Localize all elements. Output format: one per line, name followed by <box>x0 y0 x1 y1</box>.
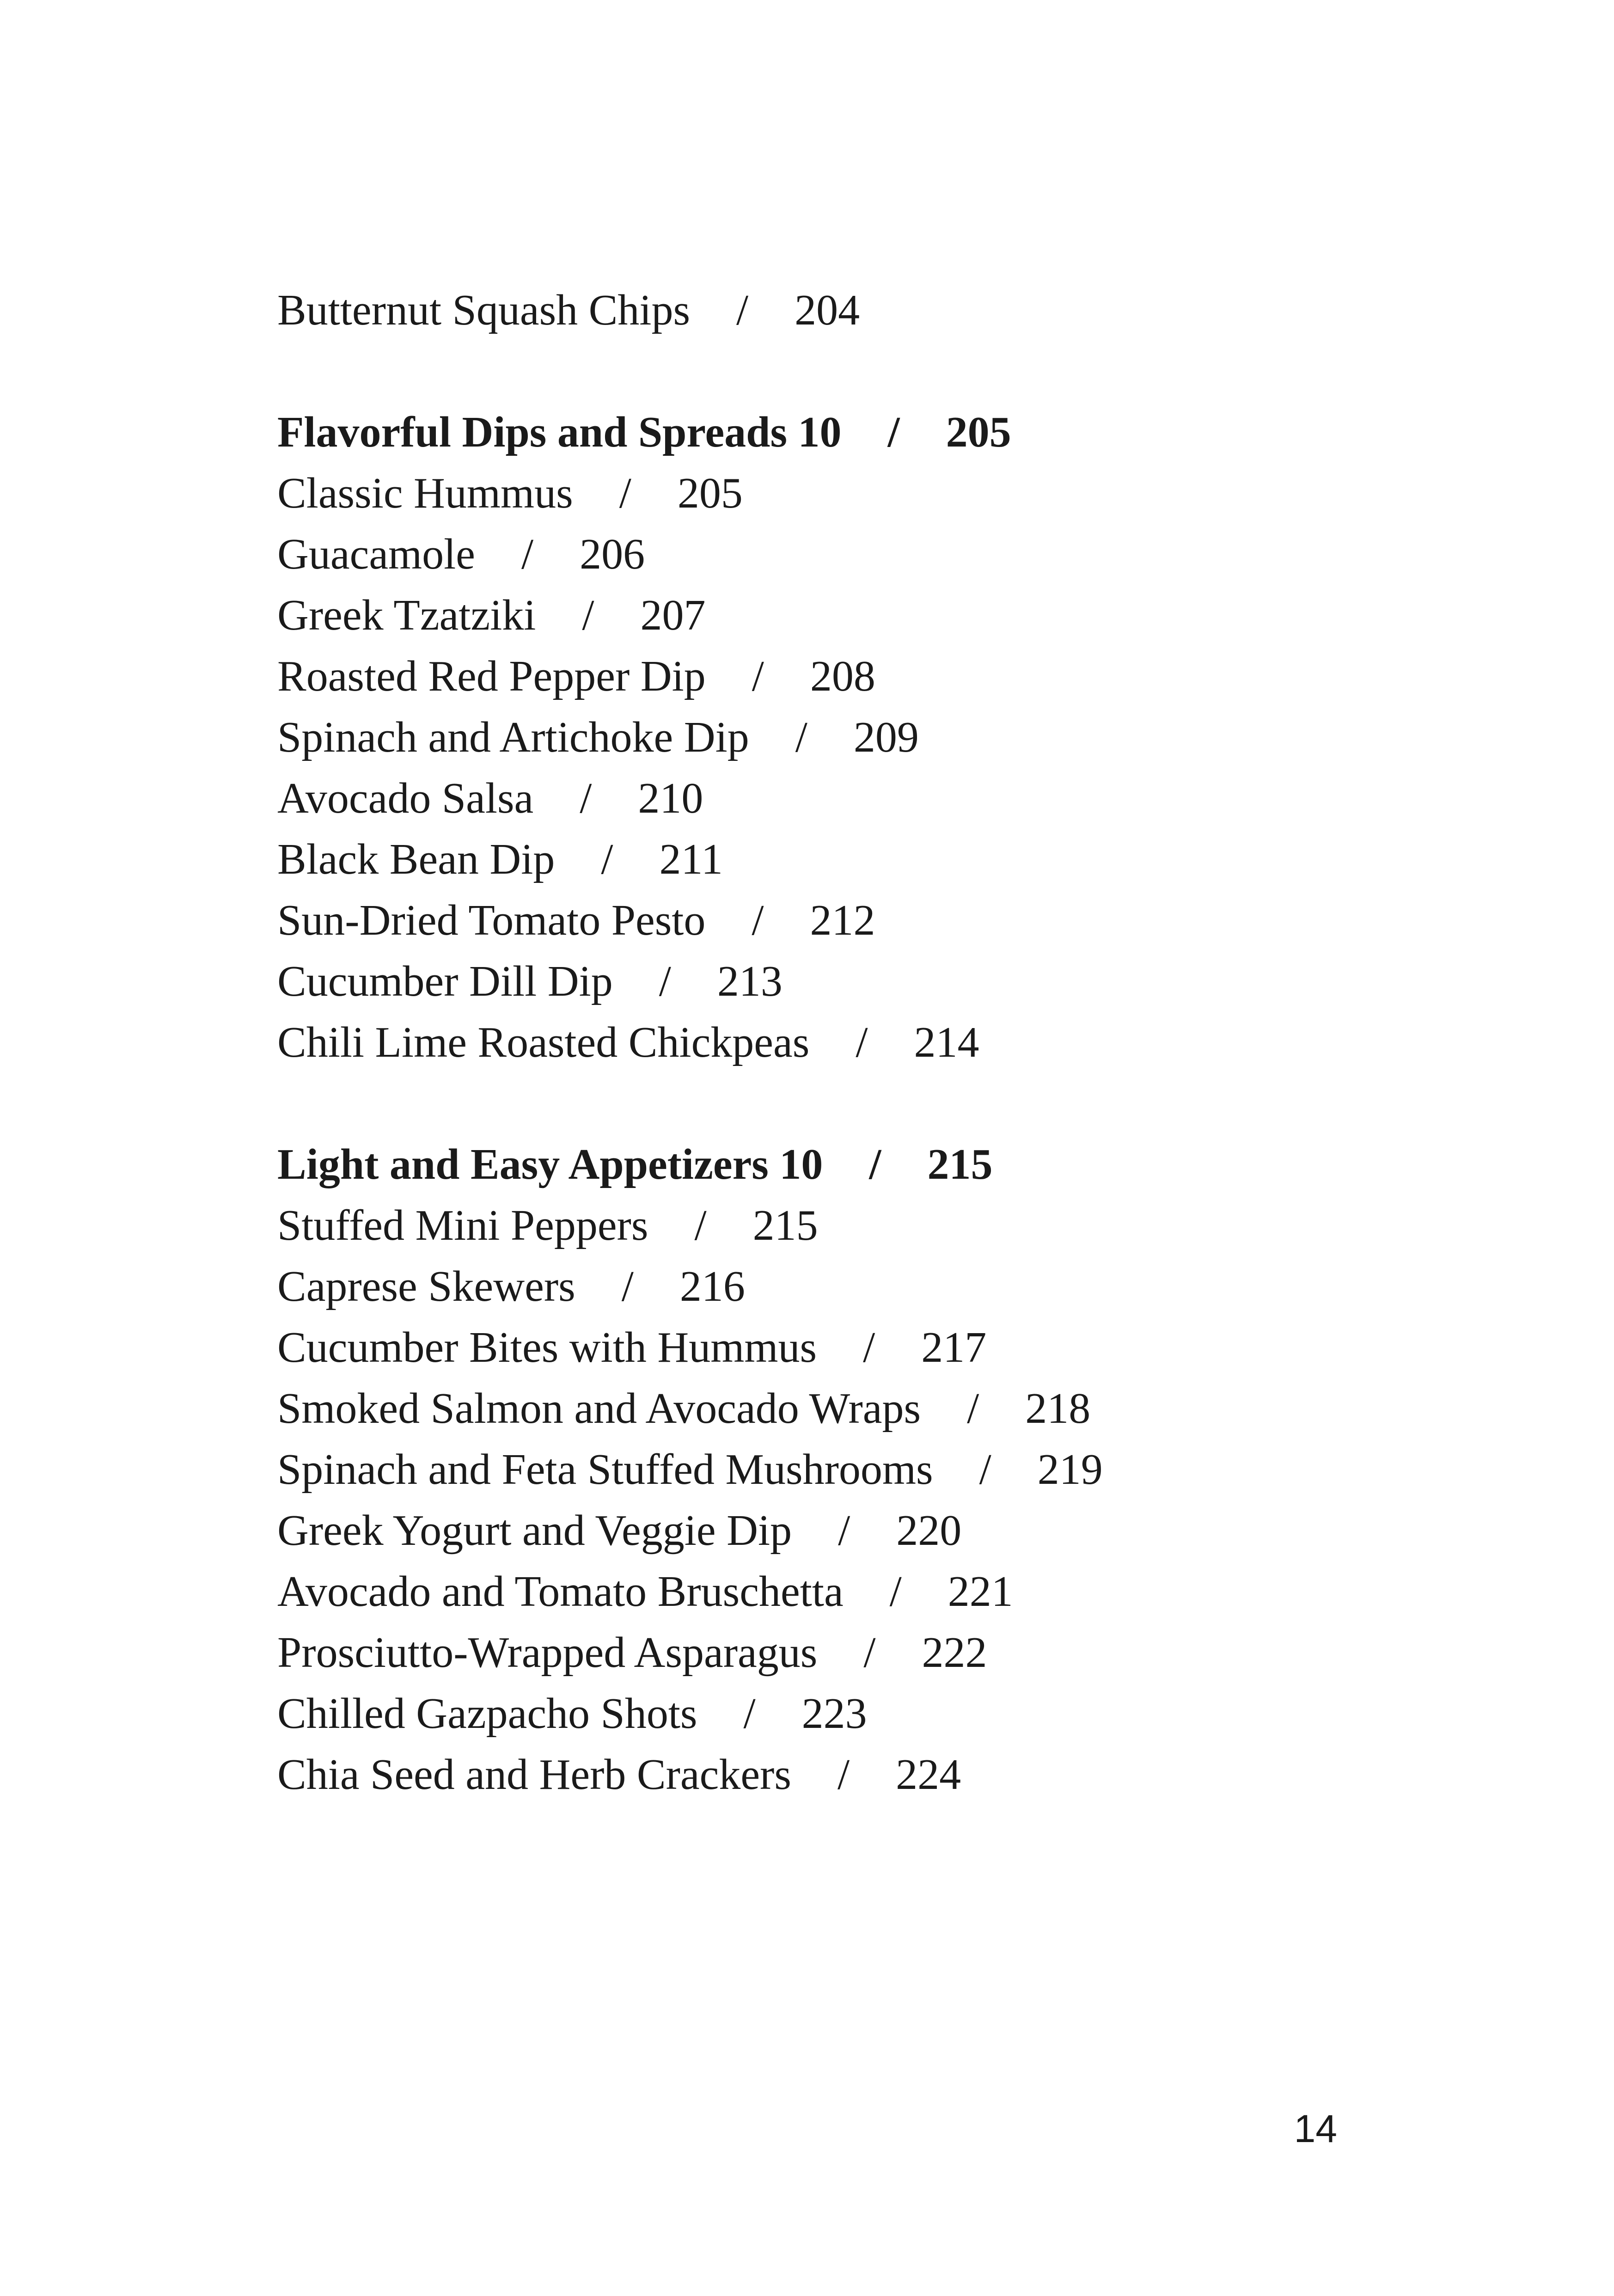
toc-entry-page: 205 <box>946 408 1011 456</box>
toc-entry-page: 215 <box>927 1140 993 1188</box>
toc-entry-page: 223 <box>801 1690 867 1738</box>
toc-entry-title: Stuffed Mini Peppers <box>277 1201 648 1249</box>
toc-entry-separator: / <box>736 286 749 334</box>
toc-entry-separator: / <box>521 530 534 578</box>
toc-group-appetizers <box>277 1134 1433 1805</box>
toc-entry-separator: / <box>979 1445 991 1494</box>
toc-entry <box>277 1012 1433 1073</box>
toc-entry-title: Spinach and Artichoke Dip <box>277 713 749 761</box>
toc-entry-separator: / <box>743 1690 756 1738</box>
toc-entry <box>277 524 1433 585</box>
toc-entry-page: 212 <box>810 896 875 944</box>
toc-entry-page: 207 <box>640 591 706 639</box>
toc-entry-title: Avocado Salsa <box>277 774 534 822</box>
toc-entry <box>277 280 1433 341</box>
toc-entry-separator: / <box>580 774 592 822</box>
toc-entry-title: Smoked Salmon and Avocado Wraps <box>277 1384 921 1433</box>
toc-entry <box>277 1622 1433 1683</box>
toc-entry-title: Prosciutto-Wrapped Asparagus <box>277 1629 818 1677</box>
toc-entry-separator: / <box>795 713 807 761</box>
toc-entry <box>277 1317 1433 1378</box>
toc-entry-page: 211 <box>659 835 723 883</box>
toc-entry-title: Guacamole <box>277 530 476 578</box>
toc-entry-title: Chili Lime Roasted Chickpeas <box>277 1018 810 1066</box>
toc-entry-separator: / <box>659 957 671 1005</box>
toc-entry-page: 218 <box>1025 1384 1091 1433</box>
toc-entry-page: 209 <box>853 713 919 761</box>
toc-entry-separator: / <box>601 835 613 883</box>
toc-entry-page: 220 <box>896 1506 962 1555</box>
toc-entry-title: Cucumber Bites with Hummus <box>277 1323 817 1371</box>
toc-entry-separator: / <box>887 408 900 456</box>
toc-entry <box>277 1378 1433 1439</box>
toc-entry <box>277 1683 1433 1744</box>
table-of-contents <box>277 280 1433 1805</box>
toc-entry-separator: / <box>967 1384 979 1433</box>
toc-entry <box>277 1744 1433 1805</box>
toc-entry <box>277 890 1433 951</box>
toc-entry-page: 224 <box>896 1751 961 1799</box>
toc-entry-page: 215 <box>752 1201 818 1249</box>
toc-entry-separator: / <box>863 1629 876 1677</box>
toc-entry <box>277 585 1433 646</box>
toc-section-heading <box>277 402 1433 463</box>
toc-entry-separator: / <box>869 1140 881 1188</box>
toc-section-heading <box>277 1134 1433 1195</box>
toc-entry-title: Spinach and Feta Stuffed Mushrooms <box>277 1445 933 1494</box>
toc-entry <box>277 646 1433 707</box>
toc-entry-title: Greek Yogurt and Veggie Dip <box>277 1506 792 1555</box>
toc-entry-page: 210 <box>638 774 703 822</box>
toc-entry-separator: / <box>752 896 764 944</box>
toc-entry-title: Roasted Red Pepper Dip <box>277 652 706 700</box>
toc-entry <box>277 707 1433 768</box>
toc-entry <box>277 1195 1433 1256</box>
toc-entry-title: Butternut Squash Chips <box>277 286 691 334</box>
toc-entry <box>277 463 1433 524</box>
toc-entry-title: Classic Hummus <box>277 469 573 517</box>
toc-entry-page: 213 <box>717 957 783 1005</box>
toc-entry-page: 206 <box>580 530 645 578</box>
toc-entry <box>277 768 1433 829</box>
toc-entry-separator: / <box>619 469 631 517</box>
toc-entry-title: Flavorful Dips and Spreads 10 <box>277 408 842 456</box>
toc-entry <box>277 1561 1433 1622</box>
toc-entry-title: Chilled Gazpacho Shots <box>277 1690 697 1738</box>
toc-entry-separator: / <box>837 1751 850 1799</box>
toc-entry-title: Greek Tzatziki <box>277 591 536 639</box>
toc-entry-page: 205 <box>677 469 743 517</box>
toc-entry-page: 214 <box>914 1018 979 1066</box>
toc-group-dips-and-spreads <box>277 402 1433 1073</box>
toc-entry-separator: / <box>838 1506 850 1555</box>
toc-entry-separator: / <box>856 1018 868 1066</box>
toc-entry-title: Cucumber Dill Dip <box>277 957 613 1005</box>
toc-entry-separator: / <box>863 1323 875 1371</box>
toc-entry-page: 216 <box>679 1262 745 1310</box>
toc-entry-separator: / <box>621 1262 634 1310</box>
toc-entry-page: 219 <box>1037 1445 1103 1494</box>
toc-entry-title: Avocado and Tomato Bruschetta <box>277 1567 844 1616</box>
toc-entry <box>277 951 1433 1012</box>
toc-entry-page: 208 <box>810 652 875 700</box>
toc-entry-separator: / <box>889 1567 902 1616</box>
toc-entry-page: 217 <box>921 1323 987 1371</box>
toc-entry-title: Light and Easy Appetizers 10 <box>277 1140 823 1188</box>
toc-entry <box>277 1439 1433 1500</box>
toc-entry-title: Caprese Skewers <box>277 1262 575 1310</box>
toc-entry-separator: / <box>752 652 764 700</box>
toc-entry-page: 222 <box>922 1629 987 1677</box>
toc-entry-title: Black Bean Dip <box>277 835 555 883</box>
toc-entry <box>277 1256 1433 1317</box>
toc-entry-title: Chia Seed and Herb Crackers <box>277 1751 791 1799</box>
toc-entry-page: 204 <box>795 286 860 334</box>
toc-entry <box>277 1500 1433 1561</box>
toc-entry-separator: / <box>694 1201 707 1249</box>
toc-entry-separator: / <box>582 591 594 639</box>
toc-entry <box>277 829 1433 890</box>
toc-entry-title: Sun-Dried Tomato Pesto <box>277 896 706 944</box>
page-number: 14 <box>1294 2107 1337 2150</box>
toc-entry-page: 221 <box>948 1567 1013 1616</box>
toc-group-opening <box>277 280 1433 341</box>
